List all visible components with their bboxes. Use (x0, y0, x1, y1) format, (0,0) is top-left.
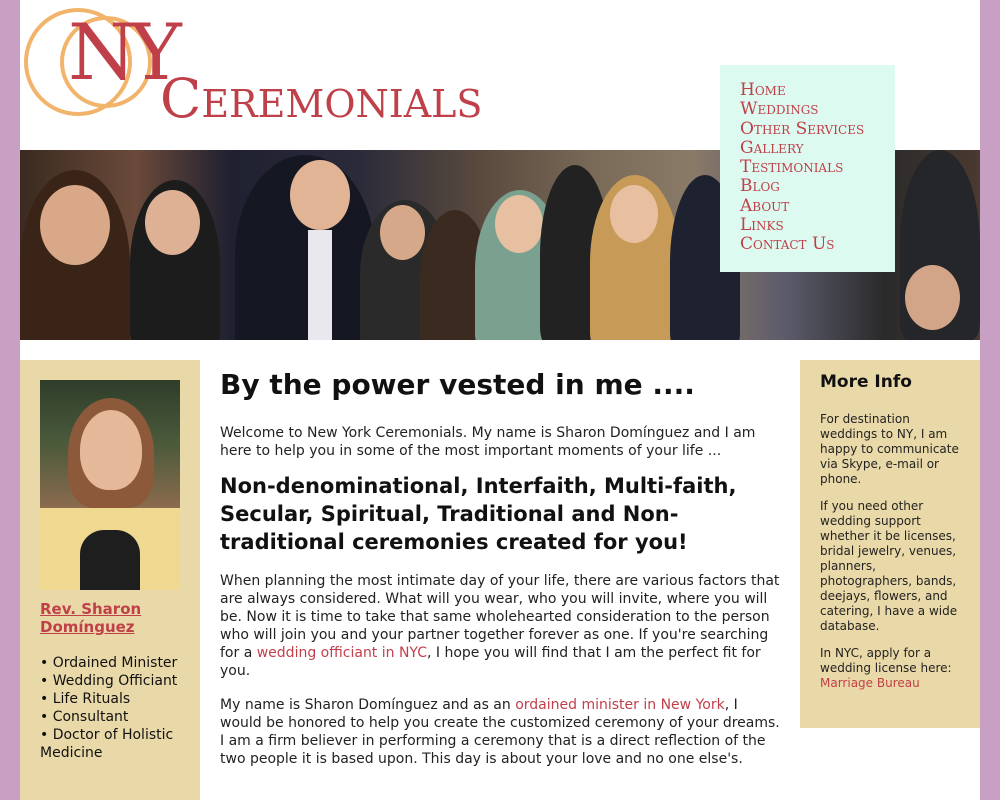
page-title: By the power vested in me .... (220, 368, 695, 401)
nav-contact-us[interactable]: Contact Us (740, 234, 835, 255)
nav-other-services[interactable]: Other Services (740, 118, 865, 139)
list-item: • Life Rituals (40, 691, 131, 707)
portrait-photo (40, 380, 180, 590)
marriage-bureau-link[interactable]: Marriage Bureau (820, 676, 920, 690)
ordained-minister-link[interactable]: ordained minister in New York (515, 697, 725, 713)
nav-about[interactable]: About (740, 195, 790, 216)
logo-ceremonials: Ceremonials (160, 67, 483, 130)
page (20, 0, 980, 800)
list-item: • Consultant (40, 709, 129, 725)
list-item: • Doctor of Holistic Medicine (40, 727, 174, 761)
credentials-list (40, 654, 190, 762)
nav-weddings[interactable]: Weddings (740, 99, 819, 120)
minister-name-link[interactable]: Rev. Sharon Domínguez (40, 600, 142, 636)
logo-ny: NY (68, 8, 176, 98)
main-nav (720, 65, 895, 272)
section-heading: Non-denominational, Interfaith, Multi-faith, Secular, Spiritual, Traditional and Non-traditional ceremonies created for you! (220, 474, 737, 554)
nav-blog[interactable]: Blog (740, 176, 780, 197)
paragraph-2: My name is Sharon Domínguez and as an ordained minister in New York, I would be honored to help you create the customized ceremony of your dreams. I am a firm believer in performing a ceremony that is a direct reflection of the two people it is based upon. This day is about your love and no one else's. (220, 697, 780, 767)
main-content (220, 360, 780, 768)
nav-gallery[interactable]: Gallery (740, 137, 804, 158)
nav-links[interactable]: Links (740, 215, 784, 236)
intro-paragraph: Welcome to New York Ceremonials. My name is Sharon Domínguez and I am here to help you in some of the most important moments of your life ... (220, 425, 756, 459)
nav-home[interactable]: Home (740, 80, 786, 100)
more-info-heading: More Info (820, 372, 912, 392)
nav-testimonials[interactable]: Testimonials (740, 157, 844, 178)
info-paragraph: In NYC, apply for a wedding license here: Marriage Bureau (820, 646, 952, 690)
info-paragraph: For destination weddings to NY, I am happy to communicate via Skype, e-mail or phone. (820, 412, 959, 486)
site-logo[interactable] (20, 0, 660, 150)
list-item: • Wedding Officiant (40, 673, 178, 689)
paragraph-1: When planning the most intimate day of your life, there are various factors that are always considered. What will you wear, who you will invite, where you will be. Now it is time to take that same wholehearted consideration to the person who will join you and your partner together forever as one. If you're searching for a wedding officiant in NYC, I hope you will find that I am the perfect fit for you. (220, 573, 780, 679)
right-sidebar (800, 360, 980, 728)
info-paragraph: If you need other wedding support whether it be licenses, bridal jewelry, venues, planners, photographers, bands, deejays, flowers, and catering, I have a wide database. (820, 499, 958, 633)
list-item: • Ordained Minister (40, 655, 178, 671)
wedding-officiant-link[interactable]: wedding officiant in NYC (256, 645, 427, 661)
left-sidebar (20, 360, 200, 800)
